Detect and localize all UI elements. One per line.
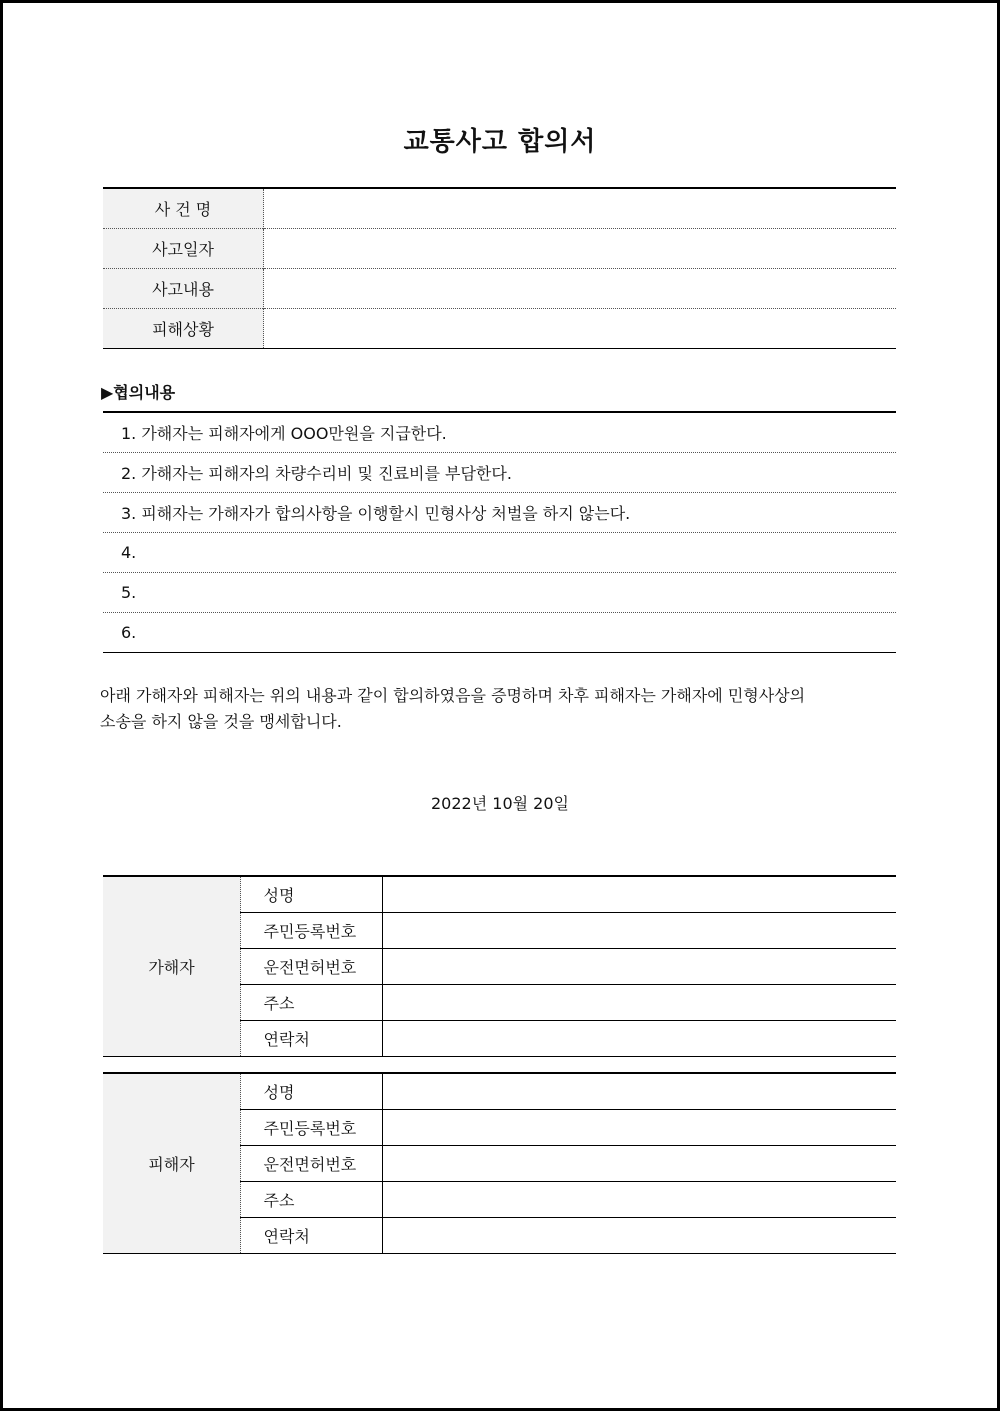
offender-address-label: 주소 (263, 994, 295, 1013)
agreement-item[interactable]: 5. (103, 573, 896, 613)
accident-details-label: 사고내용 (103, 269, 264, 309)
agreement-table (103, 411, 896, 653)
damage-status-label: 피해상황 (103, 309, 264, 349)
statement-line: 소송을 하지 않을 것을 맹세합니다. (100, 712, 342, 731)
case-name-label: 사 건 명 (103, 188, 264, 229)
victim-address-field[interactable] (383, 1182, 897, 1218)
offender-role-label: 가해자 (103, 876, 241, 1057)
case-info-row (103, 188, 896, 229)
victim-contact-label: 연락처 (263, 1227, 310, 1246)
agreement-item[interactable]: 4. (103, 533, 896, 573)
victim-address-label: 주소 (263, 1191, 295, 1210)
offender-license-field[interactable] (383, 949, 897, 985)
agreement-date: 2022년 10월 20일 (431, 794, 569, 813)
accident-date-label: 사고일자 (103, 229, 264, 269)
agreement-heading: ▶협의내용 (101, 383, 176, 402)
victim-license-field[interactable] (383, 1146, 897, 1182)
victim-name-label: 성명 (263, 1083, 295, 1102)
agreement-item[interactable]: 6. (103, 613, 896, 653)
case-info-row (103, 269, 896, 309)
case-name-field[interactable] (264, 188, 897, 229)
agreement-statement (100, 683, 900, 735)
offender-table (103, 875, 896, 1057)
victim-license-label: 운전면허번호 (263, 1155, 357, 1174)
agreement-item[interactable]: 2. 가해자는 피해자의 차량수리비 및 진료비를 부담한다. (103, 453, 896, 493)
offender-rrn-label: 주민등록번호 (263, 922, 357, 941)
statement-line: 아래 가해자와 피해자는 위의 내용과 같이 합의하였음을 증명하며 차후 피해자는 가해자에 민형사상의 (100, 686, 806, 705)
damage-status-field[interactable] (264, 309, 897, 349)
offender-address-field[interactable] (383, 985, 897, 1021)
offender-name-field[interactable] (383, 876, 897, 913)
victim-table (103, 1072, 896, 1254)
victim-name-field[interactable] (383, 1073, 897, 1110)
case-info-row (103, 229, 896, 269)
case-info-row (103, 309, 896, 349)
agreement-item[interactable]: 3. 피해자는 가해자가 합의사항을 이행할시 민형사상 처벌을 하지 않는다. (103, 493, 896, 533)
accident-details-field[interactable] (264, 269, 897, 309)
offender-contact-field[interactable] (383, 1021, 897, 1057)
offender-rrn-field[interactable] (383, 913, 897, 949)
document-title: 교통사고 합의서 (403, 127, 597, 157)
offender-name-label: 성명 (263, 886, 295, 905)
victim-rrn-label: 주민등록번호 (263, 1119, 357, 1138)
offender-license-label: 운전면허번호 (263, 958, 357, 977)
victim-role-label: 피해자 (103, 1073, 241, 1254)
agreement-item[interactable]: 1. 가해자는 피해자에게 OOO만원을 지급한다. (121, 424, 447, 443)
accident-date-field[interactable] (264, 229, 897, 269)
victim-contact-field[interactable] (383, 1218, 897, 1254)
victim-rrn-field[interactable] (383, 1110, 897, 1146)
case-info-table (103, 187, 896, 349)
offender-contact-label: 연락처 (263, 1030, 310, 1049)
